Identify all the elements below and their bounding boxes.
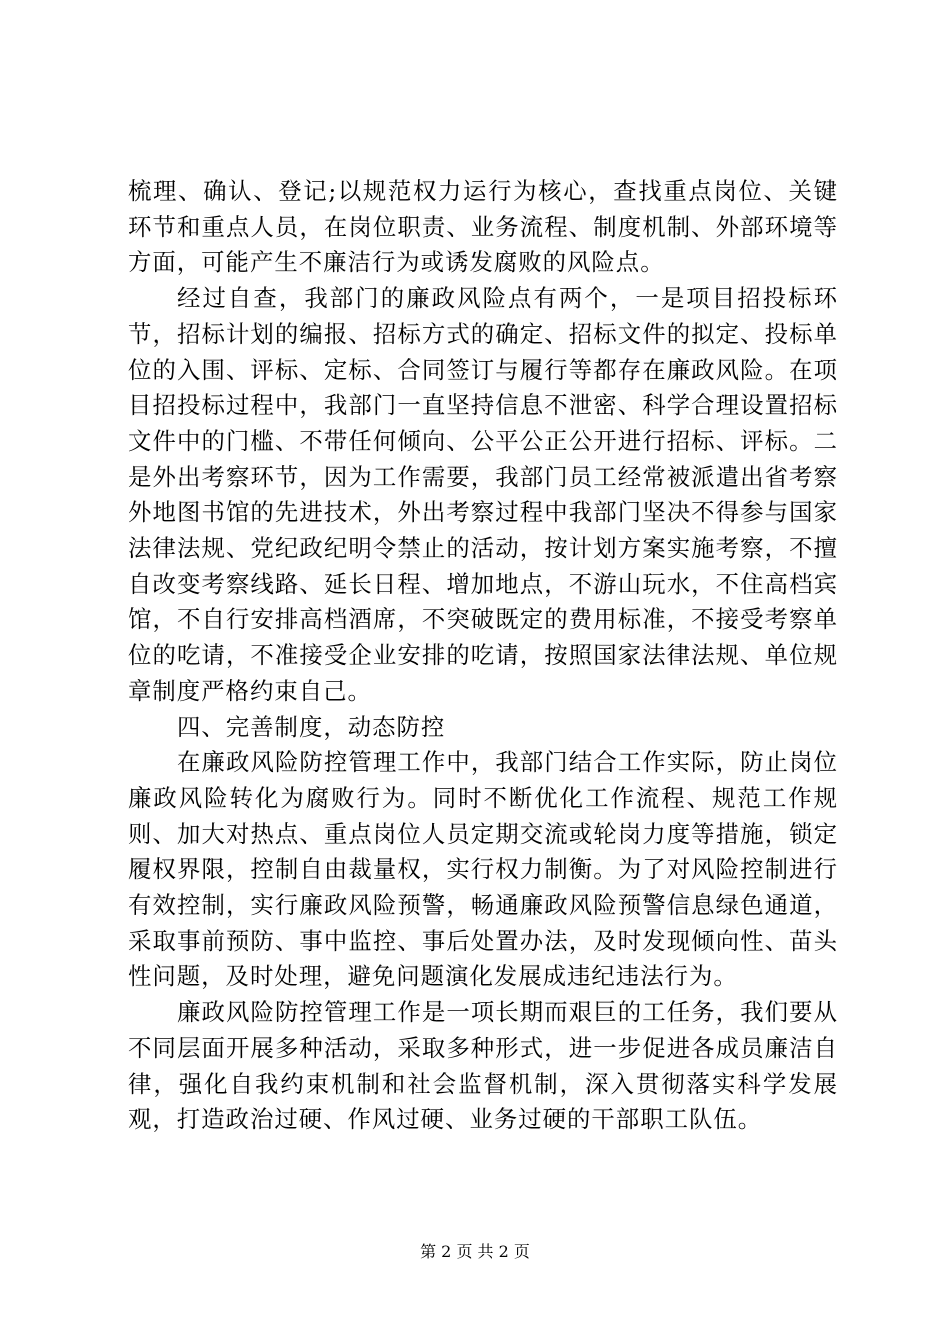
paragraph-conclusion: 廉政风险防控管理工作是一项长期而艰巨的工任务，我们要从不同层面开展多种活动，采取多种形式，进一步促进各成员廉洁自律，强化自我约束机制和社会监督机制，深入贯彻落实科学发展观，打造政治过硬、作风过硬、业务过硬的干部职工队伍。: [128, 998, 838, 1134]
paragraph-self-inspection: 经过自查，我部门的廉政风险点有两个，一是项目招投标环节，招标计划的编报、招标方式的确定、招标文件的拟定、投标单位的入围、评标、定标、合同签订与履行等都存在廉政风险。在项目招投标过程中，我部门一直坚持信息不泄密、科学合理设置招标文件中的门槛、不带任何倾向、公平公正公开进行招标、评标。二是外出考察环节，因为工作需要，我部门员工经常被派遣出省考察外地图书馆的先进技术，外出考察过程中我部门坚决不得参与国家法律法规、党纪政纪明令禁止的活动，按计划方案实施考察，不擅自改变考察线路、延长日程、增加地点，不游山玩水，不住高档宾馆，不自行安排高档酒席，不突破既定的费用标准，不接受考察单位的吃请，不准接受企业安排的吃请，按照国家法律法规、单位规章制度严格约束自己。: [128, 284, 838, 705]
document-body: [128, 174, 838, 1138]
section-heading: 四、完善制度，动态防控: [177, 712, 446, 741]
paragraph-continuation: 梳理、确认、登记;以规范权力运行为核心，查找重点岗位、关键环节和重点人员，在岗位职责、业务流程、制度机制、外部环境等方面，可能产生不廉洁行为或诱发腐败的风险点。: [128, 177, 838, 277]
paragraph-risk-control: 在廉政风险防控管理工作中，我部门结合工作实际，防止岗位廉政风险转化为腐败行为。同时不断优化工作流程、规范工作规则、加大对热点、重点岗位人员定期交流或轮岗力度等措施，锁定履权界限，控制自由裁量权，实行权力制衡。为了对风险控制进行有效控制，实行廉政风险预警，畅通廉政风险预警信息绿色通道，采取事前预防、事中监控、事后处置办法，及时发现倾向性、苗头性问题，及时处理，避免问题演化发展成违纪违法行为。: [128, 748, 838, 991]
page-number-footer: 第 2 页 共 2 页: [420, 1242, 530, 1261]
